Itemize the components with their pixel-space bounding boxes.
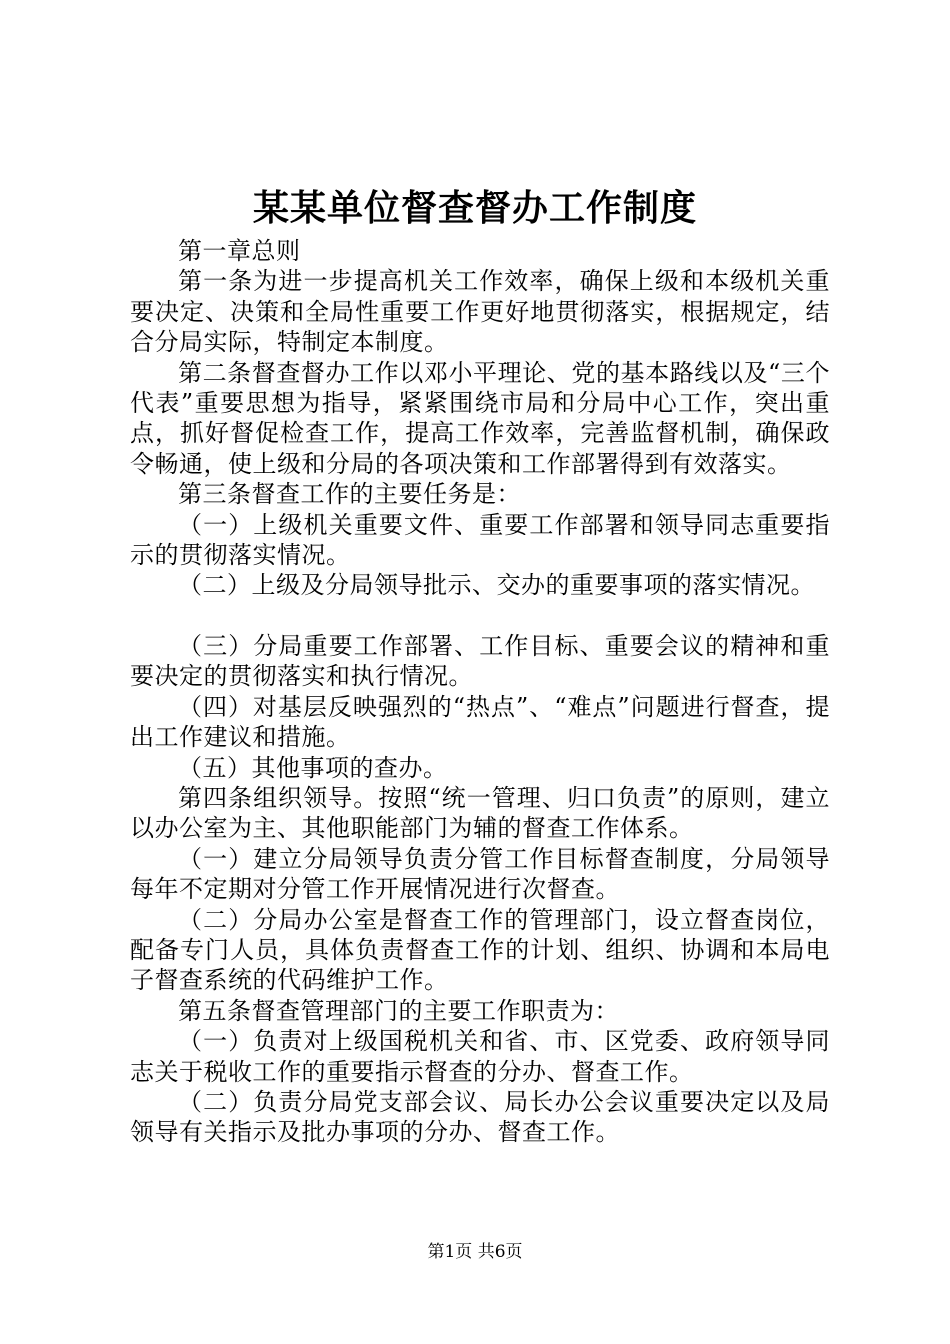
paragraph-item: （二）上级及分局领导批示、交办的重要事项的落实情况。 (178, 571, 815, 600)
paragraph-item: （一）建立分局领导负责分管工作目标督查制度，分局领导每年不定期对分管工作开展情况进行次督查。 (130, 844, 830, 904)
paragraph-article-5: 第五条督查管理部门的主要工作职责为： (178, 996, 619, 1025)
document-body (130, 236, 830, 1148)
document-title: 某某单位督查督办工作制度 (252, 187, 697, 229)
paragraph-item: （二）分局办公室是督查工作的管理部门，设立督查岗位，配备专门人员，具体负责督查工作的计划、组织、协调和本局电子督查系统的代码维护工作。 (130, 905, 830, 995)
paragraph-article-4: 第四条组织领导。按照“统一管理、归口负责”的原则，建立以办公室为主、其他职能部门为辅的督查工作体系。 (130, 783, 830, 843)
paragraph-item: （三）分局重要工作部署、工作目标、重要会议的精神和重要决定的贯彻落实和执行情况。 (130, 631, 830, 691)
paragraph-article-1: 第一条为进一步提高机关工作效率，确保上级和本级机关重要决定、决策和全局性重要工作更好地贯彻落实，根据规定，结合分局实际，特制定本制度。 (130, 267, 830, 357)
page-footer: 第1页 共6页 (427, 1242, 523, 1262)
paragraph-item: （四）对基层反映强烈的“热点”、“难点”问题进行督查，提出工作建议和措施。 (130, 692, 830, 752)
paragraph-item: （一）负责对上级国税机关和省、市、区党委、政府领导同志关于税收工作的重要指示督查的分办、督查工作。 (130, 1027, 830, 1086)
paragraph-article-3: 第三条督查工作的主要任务是： (178, 480, 521, 509)
paragraph-article-2: 第二条督查督办工作以邓小平理论、党的基本路线以及“三个代表”重要思想为指导，紧紧围绕市局和分局中心工作，突出重点，抓好督促检查工作，提高工作效率，完善监督机制，确保政令畅通，使上级和分局的各项决策和工作部署得到有效落实。 (130, 358, 830, 478)
chapter-heading: 第一章总则 (178, 237, 301, 265)
paragraph-item: （二）负责分局党支部会议、局长办公会议重要决定以及局领导有关指示及批办事项的分办、督查工作。 (130, 1087, 830, 1147)
paragraph-item: （五）其他事项的查办。 (178, 753, 448, 782)
paragraph-item: （一）上级机关重要文件、重要工作部署和领导同志重要指示的贯彻落实情况。 (130, 510, 830, 570)
